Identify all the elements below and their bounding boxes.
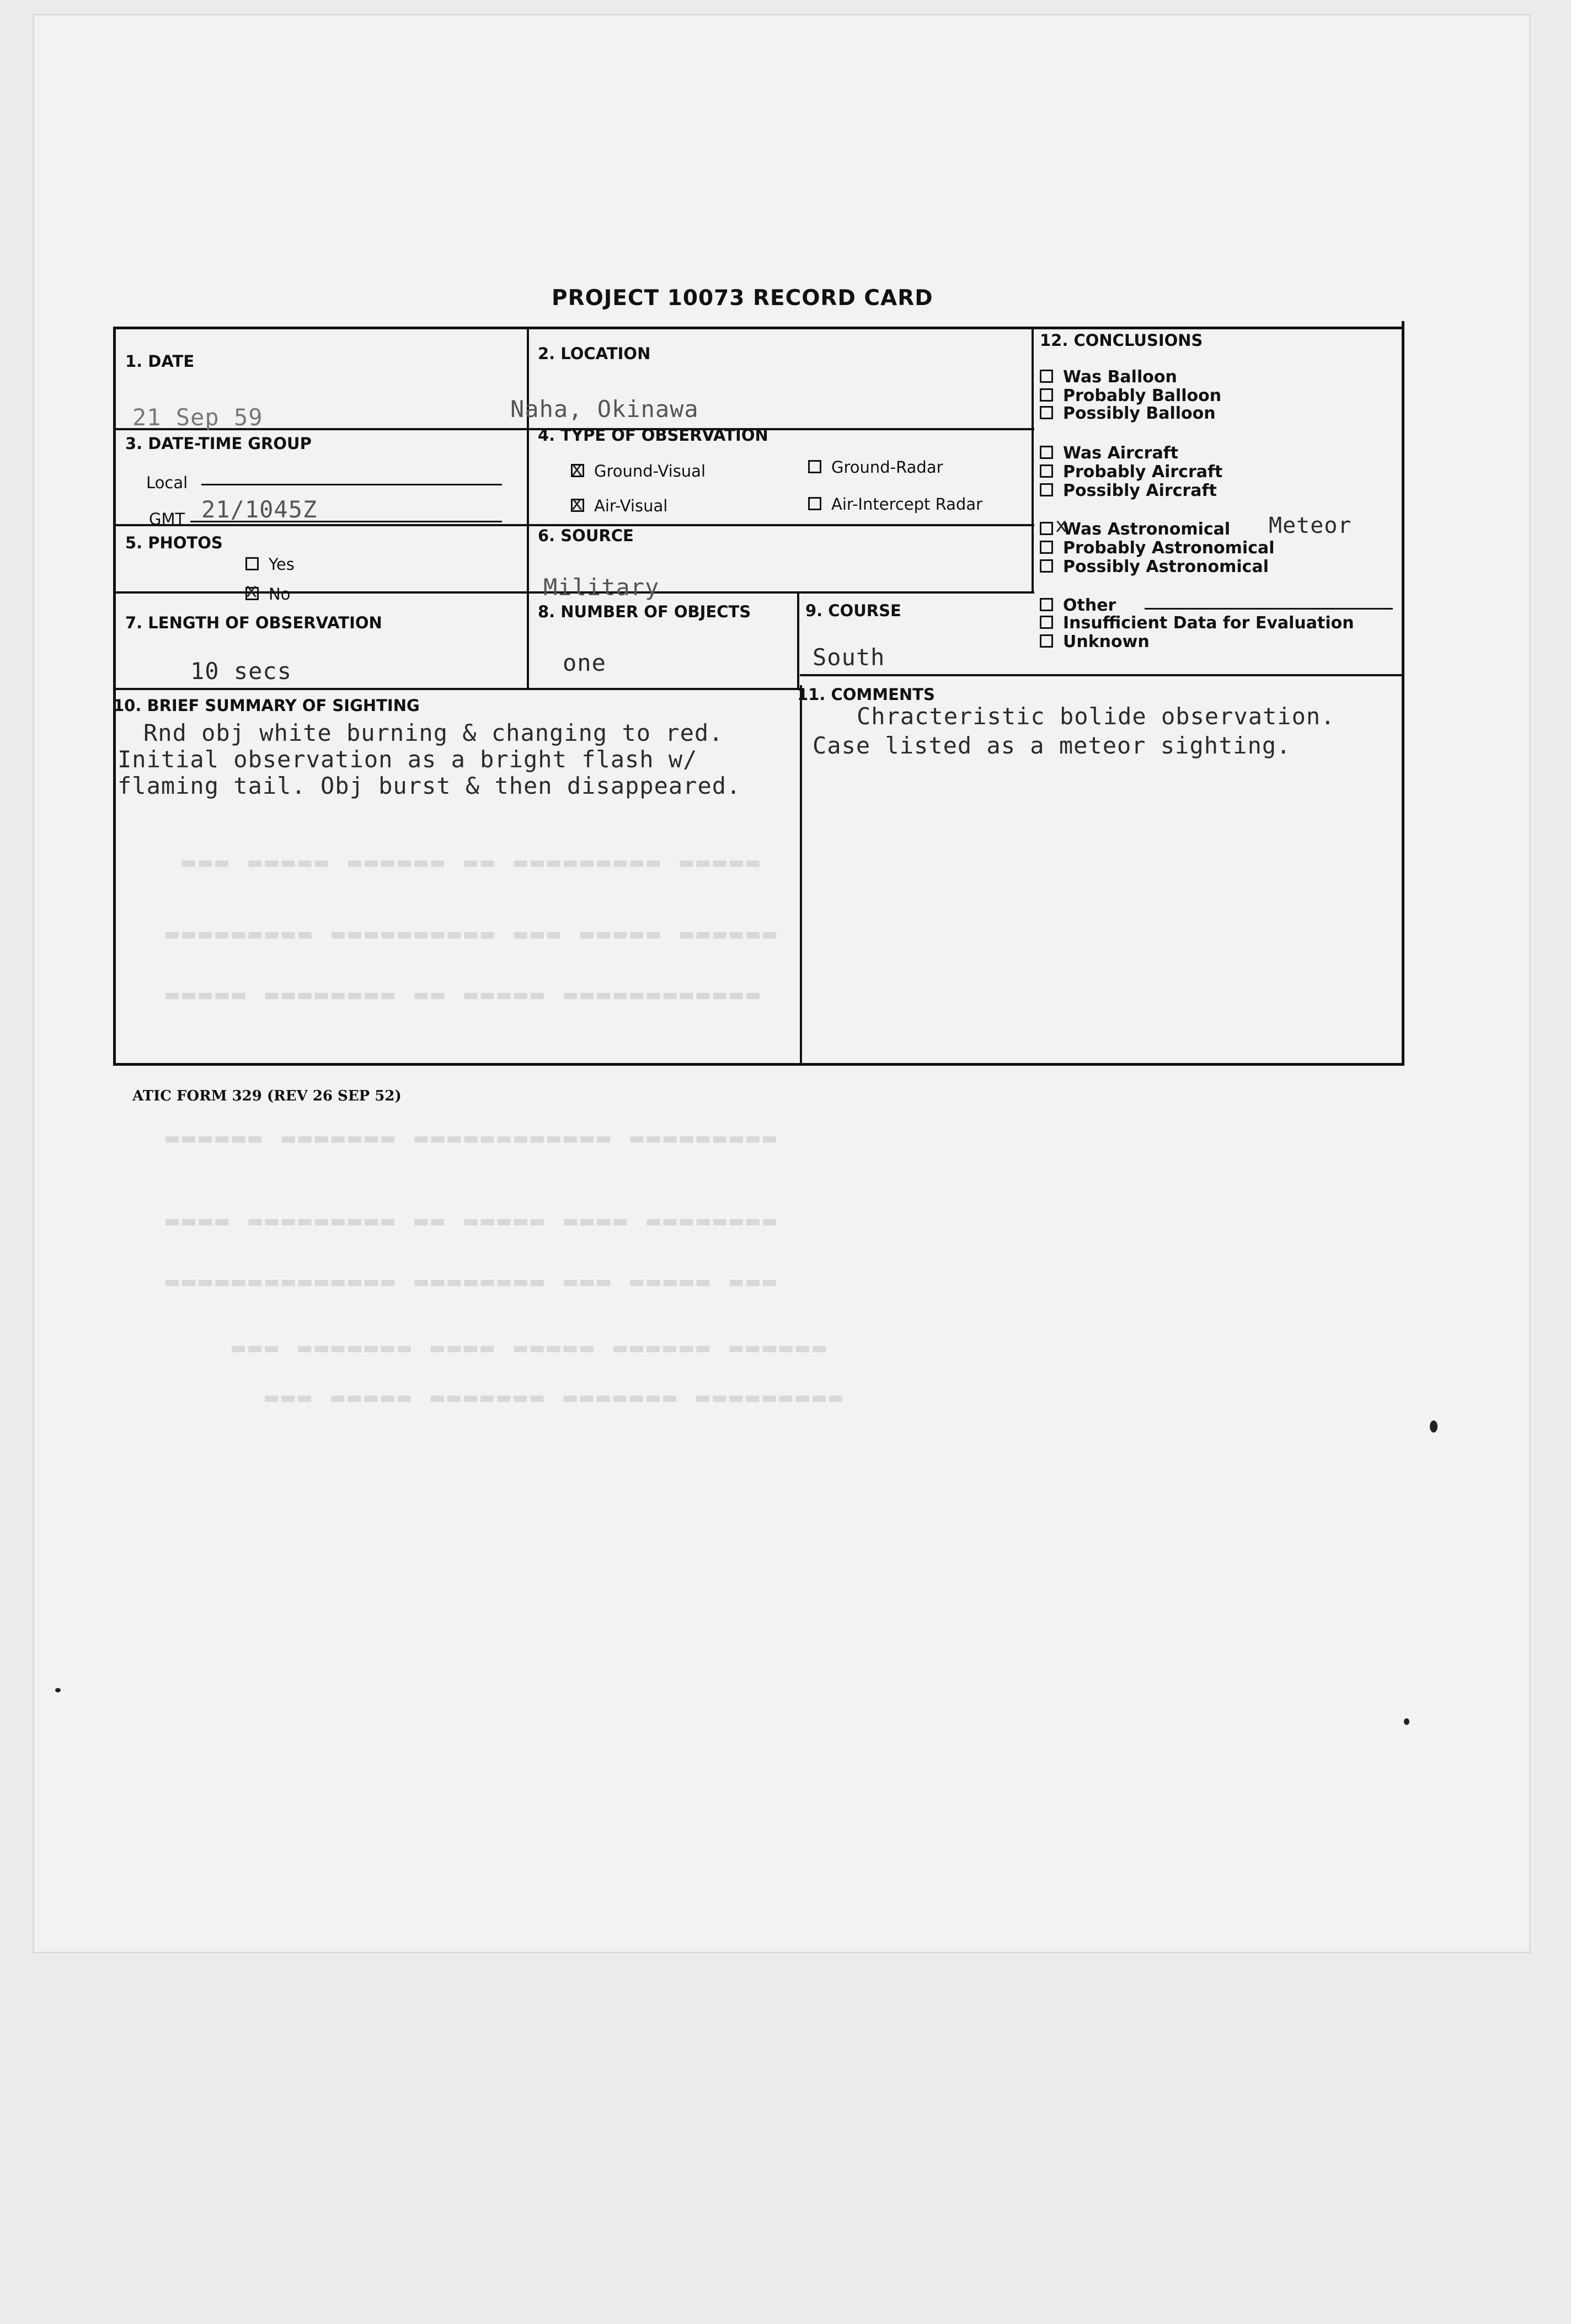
was-astronomical-check-mark: x: [1055, 514, 1067, 537]
comments-line-2: Case listed as a meteor sighting.: [813, 732, 1291, 759]
possibly-balloon-checkbox[interactable]: [1040, 406, 1053, 419]
ground-radar-option[interactable]: Ground-Radar: [808, 458, 943, 477]
possibly-aircraft-checkbox[interactable]: [1040, 483, 1053, 496]
conclusion-unknown[interactable]: Unknown: [1040, 632, 1150, 651]
gmt-label: GMT: [149, 510, 185, 528]
length-of-observation-value: 10 secs: [190, 658, 292, 685]
probably-astronomical-checkbox[interactable]: [1040, 541, 1053, 554]
conclusion-probably-aircraft[interactable]: Probably Aircraft: [1040, 462, 1222, 482]
comments-label: 11. COMMENTS: [797, 685, 935, 704]
photos-label: 5. PHOTOS: [125, 533, 223, 552]
location-value: Naha, Okinawa: [510, 396, 699, 423]
type-of-observation-label: 4. TYPE OF OBSERVATION: [538, 426, 768, 445]
speck: [1404, 1718, 1409, 1725]
number-of-objects-value: one: [563, 649, 606, 676]
ground-visual-check-mark: x: [571, 458, 583, 480]
was-astronomical-checkbox[interactable]: [1040, 522, 1053, 535]
photos-no-option[interactable]: No: [245, 585, 290, 603]
conclusion-possibly-aircraft[interactable]: Possibly Aircraft: [1040, 481, 1217, 500]
ground-visual-option[interactable]: Ground-Visual: [571, 462, 706, 480]
conclusion-possibly-astronomical[interactable]: Possibly Astronomical: [1040, 557, 1269, 576]
was-balloon-checkbox[interactable]: [1040, 370, 1053, 383]
air-intercept-radar-checkbox[interactable]: [808, 497, 821, 510]
speck: [1430, 1420, 1438, 1433]
conclusion-probably-astronomical[interactable]: Probably Astronomical: [1040, 538, 1275, 558]
air-visual-check-mark: x: [571, 492, 583, 515]
summary-line-1: Rnd obj white burning & changing to red.: [143, 719, 724, 746]
date-value: 21 Sep 59: [132, 404, 263, 431]
course-label: 9. COURSE: [805, 601, 901, 620]
other-checkbox[interactable]: [1040, 598, 1053, 611]
date-label: 1. DATE: [125, 352, 195, 371]
form-number: ATIC FORM 329 (REV 26 SEP 52): [132, 1088, 402, 1104]
conclusion-was-balloon[interactable]: Was Balloon: [1040, 367, 1177, 387]
conclusion-insufficient-data[interactable]: Insufficient Data for Evaluation: [1040, 613, 1354, 633]
unknown-checkbox[interactable]: [1040, 634, 1053, 648]
course-value: South: [813, 644, 885, 671]
probably-balloon-checkbox[interactable]: [1040, 388, 1053, 402]
photos-yes-option[interactable]: Yes: [245, 555, 295, 574]
conclusions-label: 12. CONCLUSIONS: [1040, 331, 1203, 350]
local-label: Local: [146, 473, 188, 492]
conclusion-other[interactable]: Other: [1040, 596, 1116, 615]
card-title: PROJECT 10073 RECORD CARD: [552, 286, 933, 311]
summary-line-3: flaming tail. Obj burst & then disappeared.: [117, 772, 741, 799]
conclusion-probably-balloon[interactable]: Probably Balloon: [1040, 386, 1221, 405]
possibly-astronomical-checkbox[interactable]: [1040, 559, 1053, 573]
ground-radar-checkbox[interactable]: [808, 460, 821, 473]
number-of-objects-label: 8. NUMBER OF OBJECTS: [538, 602, 751, 621]
brief-summary-label: 10. BRIEF SUMMARY OF SIGHTING: [113, 696, 420, 715]
source-label: 6. SOURCE: [538, 526, 634, 545]
air-visual-option[interactable]: Air-Visual: [571, 496, 667, 515]
astronomical-note: Meteor: [1269, 513, 1352, 538]
comments-line-1: Chracteristic bolide observation.: [857, 703, 1335, 730]
summary-line-2: Initial observation as a bright flash w/: [117, 746, 698, 773]
date-time-group-label: 3. DATE-TIME GROUP: [125, 434, 312, 453]
probably-aircraft-checkbox[interactable]: [1040, 464, 1053, 478]
photos-yes-checkbox[interactable]: [245, 557, 259, 570]
conclusion-possibly-balloon[interactable]: Possibly Balloon: [1040, 404, 1216, 423]
location-label: 2. LOCATION: [538, 344, 651, 363]
length-of-observation-label: 7. LENGTH OF OBSERVATION: [125, 613, 382, 632]
conclusion-was-astronomical[interactable]: Was Astronomical: [1040, 520, 1230, 539]
speck: [55, 1688, 61, 1692]
gmt-value: 21/1045Z: [201, 496, 318, 523]
was-aircraft-checkbox[interactable]: [1040, 446, 1053, 459]
conclusion-was-aircraft[interactable]: Was Aircraft: [1040, 444, 1178, 463]
source-value: Military: [543, 574, 660, 601]
photos-no-check-mark: x: [245, 579, 258, 602]
insufficient-data-checkbox[interactable]: [1040, 616, 1053, 629]
air-intercept-radar-option[interactable]: Air-Intercept Radar: [808, 495, 982, 514]
record-card: [113, 321, 1404, 1066]
